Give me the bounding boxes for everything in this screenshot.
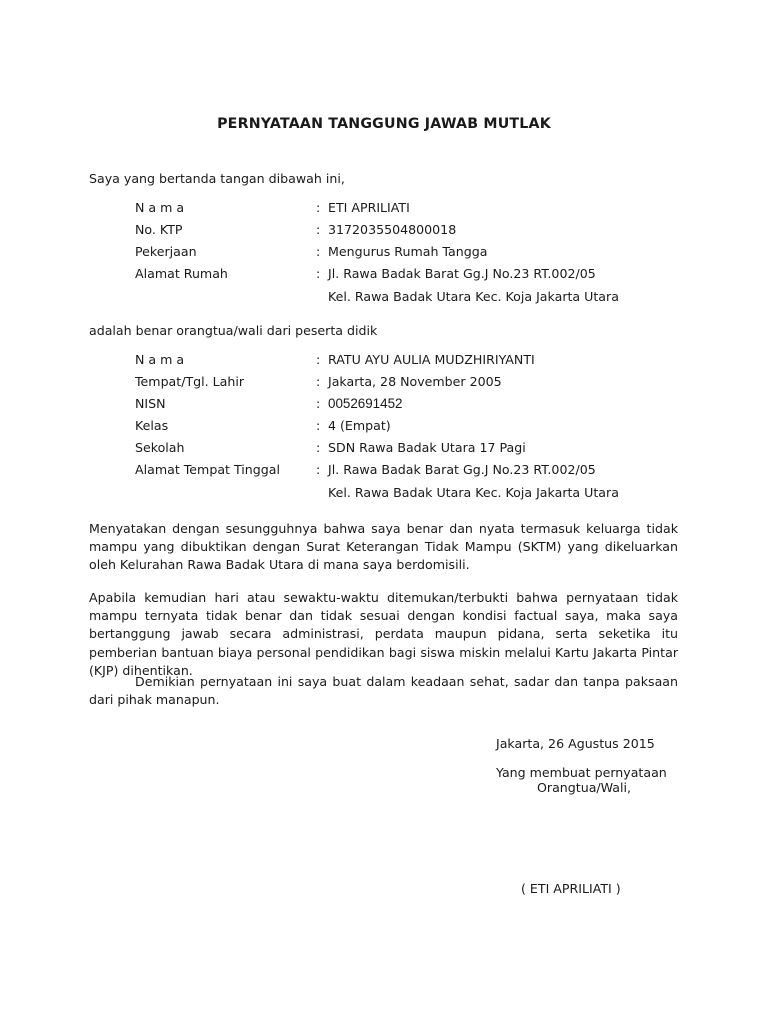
field-value: Mengurus Rumah Tangga	[328, 244, 488, 259]
field-colon: :	[316, 222, 321, 237]
paragraph-liability: Apabila kemudian hari atau sewaktu-waktu ditemukan/terbukti bahwa pernyataan tidak mampu ternyata tidak benar dan tidak sesuai dengan kondisi factual saya, maka saya bertanggung jawab secara administrasi, perdata maupun pidana, serta seketika itu pemberian bantuan biaya personal pendidikan bagi siswa miskin melalui Kartu Jakarta Pintar (KJP) dihentikan.	[89, 590, 678, 678]
field-label: No. KTP	[135, 222, 183, 237]
field-colon: :	[316, 418, 321, 433]
field-colon: :	[316, 200, 321, 215]
signature-place-date: Jakarta, 26 Agustus 2015	[496, 736, 655, 751]
signature-role: Orangtua/Wali,	[537, 780, 632, 795]
field-label: Pekerjaan	[135, 244, 197, 259]
field-value: Kel. Rawa Badak Utara Kec. Koja Jakarta Utara	[328, 485, 619, 500]
field-label: N a m a	[135, 200, 185, 215]
field-colon: :	[316, 440, 321, 455]
field-value: RATU AYU AULIA MUDZHIRIYANTI	[328, 352, 535, 367]
field-colon: :	[316, 352, 321, 367]
field-colon: :	[316, 244, 321, 259]
field-label: N a m a	[135, 352, 185, 367]
paragraph-closing: Demikian pernyataan ini saya buat dalam keadaan sehat, sadar dan tanpa paksaan dari pihak manapun.	[89, 674, 678, 708]
field-value: Jl. Rawa Badak Barat Gg.J No.23 RT.002/05	[328, 462, 596, 477]
field-value: ETI APRILIATI	[328, 200, 410, 215]
signature-maker-label: Yang membuat pernyataan	[496, 765, 667, 780]
field-value: Kel. Rawa Badak Utara Kec. Koja Jakarta Utara	[328, 289, 619, 304]
field-label: Sekolah	[135, 440, 185, 455]
document-title: PERNYATAAN TANGGUNG JAWAB MUTLAK	[217, 116, 551, 132]
field-value: Jakarta, 28 November 2005	[328, 374, 502, 389]
field-label: Tempat/Tgl. Lahir	[135, 374, 245, 389]
field-label: Alamat Tempat Tinggal	[135, 462, 280, 477]
field-label: Alamat Rumah	[135, 266, 228, 281]
field-value: 4 (Empat)	[328, 418, 391, 433]
field-value: 0052691452	[328, 396, 403, 411]
field-label: NISN	[135, 396, 166, 411]
field-colon: :	[316, 396, 321, 411]
field-value: SDN Rawa Badak Utara 17 Pagi	[328, 440, 526, 455]
field-label: Kelas	[135, 418, 169, 433]
signature-name: ( ETI APRILIATI )	[521, 881, 621, 896]
field-colon: :	[316, 462, 321, 477]
middle-text: adalah benar orangtua/wali dari peserta didik	[89, 323, 378, 338]
field-value: Jl. Rawa Badak Barat Gg.J No.23 RT.002/05	[328, 266, 596, 281]
field-colon: :	[316, 374, 321, 389]
field-value: 3172035504800018	[328, 222, 457, 237]
intro-text: Saya yang bertanda tangan dibawah ini,	[89, 171, 345, 186]
field-colon: :	[316, 266, 321, 281]
paragraph-statement: Menyatakan dengan sesungguhnya bahwa saya benar dan nyata termasuk keluarga tidak mampu yang dibuktikan dengan Surat Keterangan Tidak Mampu (SKTM) yang dikeluarkan oleh Kelurahan Rawa Badak Utara di mana saya berdomisili.	[89, 521, 678, 573]
